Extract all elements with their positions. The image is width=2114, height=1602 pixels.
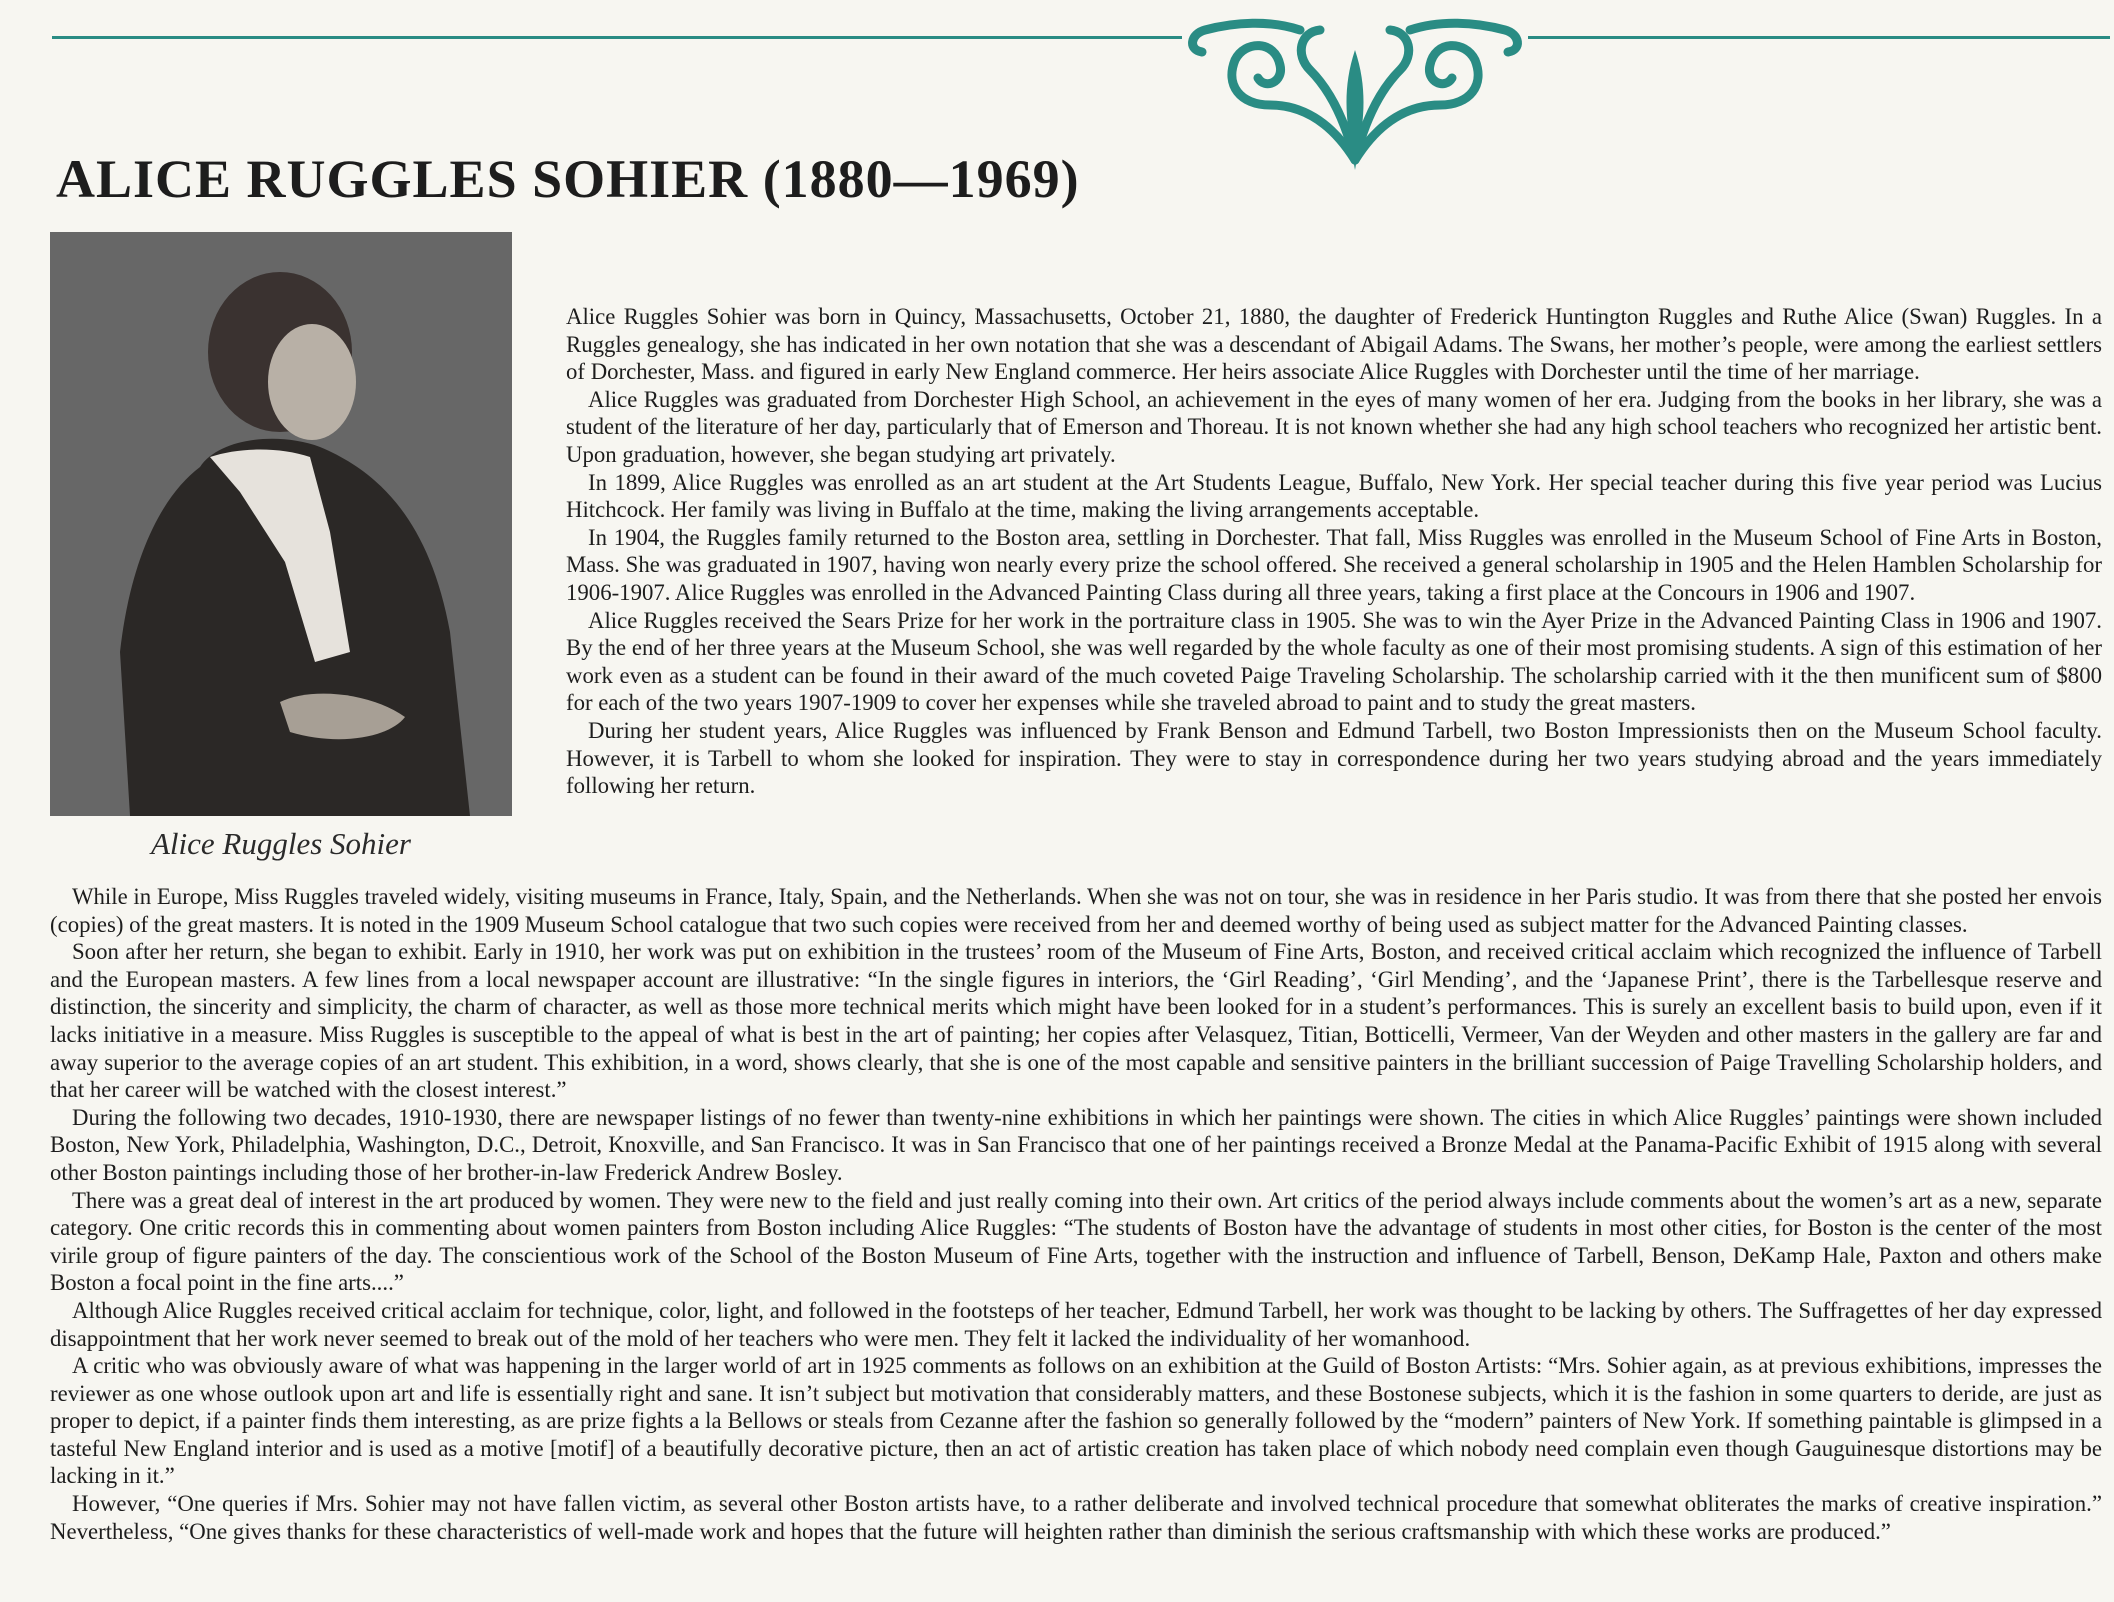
article-text-beside-portrait xyxy=(566,303,2102,800)
paragraph: During her student years, Alice Ruggles was influenced by Frank Benson and Edmund Tarbell, two Boston Impressionists then on the Museum School faculty. However, it is Tarbell to whom she looked for inspiration. They were to stay in correspondence during her two years studying abroad and the years immediately following her return. xyxy=(566,717,2102,799)
paragraph: While in Europe, Miss Ruggles traveled widely, visiting museums in France, Italy, Spain, and the Netherlands. When she was not on tour, she was in residence in her Paris studio. It was from there that she posted her envois (copies) of the great masters. It is noted in the 1909 Museum School catalogue that two such copies were received from her and deemed worthy of being used as subject matter for the Advanced Painting classes. xyxy=(50,884,2102,937)
article-text-full-width xyxy=(50,883,2102,1545)
paragraph: A critic who was obviously aware of what was happening in the larger world of art in 1925 comments as follows on an exhibition at the Guild of Boston Artists: “Mrs. Sohier again, as at previous exhibitions, impresses the reviewer as one whose outlook upon art and life is essentially right and sane. It isn’t subject but motivation that considerably matters, and these Bostonese subjects, which it is the fashion in some quarters to deride, are just as proper to depict, if a painter finds them interesting, as are prize fights a la Bellows or steals from Cezanne after the fashion so generally followed by the “modern” painters of New York. If something paintable is glimpsed in a tasteful New England interior and is used as a motive [motif] of a beautifully decorative picture, then an act of artistic creation has taken place of which nobody need complain even though Gauguinesque distortions may be lacking in it.” xyxy=(50,1353,2102,1489)
paragraph: In 1904, the Ruggles family returned to the Boston area, settling in Dorchester. That fall, Miss Ruggles was enrolled in the Museum School of Fine Arts in Boston, Mass. She was graduated in 1907, having won nearly every prize the school offered. She received a general scholarship in 1905 and the Helen Hamblen Scholarship for 1906-1907. Alice Ruggles was enrolled in the Advanced Painting Class during all three years, taking a first place at the Concours in 1906 and 1907. xyxy=(566,524,2102,605)
header-rule-left xyxy=(52,36,1182,39)
page-title xyxy=(56,148,1080,210)
paragraph: Alice Ruggles received the Sears Prize for her work in the portraiture class in 1905. She was to win the Ayer Prize in the Advanced Painting Class in 1906 and 1907. By the end of her three years at the Museum School, she was well regarded by the whole faculty as one of their most promising students. A sign of this estimation of her work even as a student can be found in their award of the much coveted Paige Traveling Scholarship. The scholarship carried with it the then munificent sum of $800 for each of the two years 1907-1909 to cover her expenses while she traveled abroad to paint and to study the great masters. xyxy=(566,607,2102,716)
paragraph: Although Alice Ruggles received critical acclaim for technique, color, light, and followed in the footsteps of her teacher, Edmund Tarbell, her work was thought to be lacking by others. The Suffragettes of her day expressed disappointment that her work never seemed to break out of the mold of her teachers who were men. They felt it lacked the individuality of her womanhood. xyxy=(50,1297,2102,1351)
header-rule-right xyxy=(1528,36,2110,39)
paragraph: Alice Ruggles Sohier was born in Quincy, Massachusetts, October 21, 1880, the daughter of Frederick Huntington Ruggles and Ruthe Alice (Swan) Ruggles. In a Ruggles genealogy, she has indicated in her own notation that she was a descendant of Abigail Adams. The Swans, her mother’s people, were among the earliest settlers of Dorchester, Mass. and figured in early New England commerce. Her heirs associate Alice Ruggles with Dorchester until the time of her marriage. xyxy=(566,304,2102,385)
title-dates: (1880—1969) xyxy=(762,149,1080,209)
paragraph: During the following two decades, 1910-1930, there are newspaper listings of no fewer than twenty-nine exhibitions in which her paintings were shown. The cities in which Alice Ruggles’ paintings were shown included Boston, New York, Philadelphia, Washington, D.C., Detroit, Knoxville, and San Francisco. It was in San Francisco that one of her paintings received a Bronze Medal at the Panama-Pacific Exhibit of 1915 along with several other Boston paintings including those of her brother-in-law Frederick Andrew Bosley. xyxy=(50,1104,2102,1185)
paragraph: Alice Ruggles was graduated from Dorchester High School, an achievement in the eyes of many women of her era. Judging from the books in her library, she was a student of the literature of her day, particularly that of Emerson and Thoreau. It is not known whether she had any high school teachers who recognized her artistic bent. Upon graduation, however, she began studying art privately. xyxy=(566,386,2102,467)
portrait-figure xyxy=(50,232,512,816)
paragraph: Soon after her return, she began to exhibit. Early in 1910, her work was put on exhibition in the trustees’ room of the Museum of Fine Arts, Boston, and received critical acclaim which recognized the influence of Tarbell and the European masters. A few lines from a local newspaper account are illustrative: “In the single figures in interiors, the ‘Girl Reading’, ‘Girl Mending’, and the ‘Japanese Print’, there is the Tarbellesque reserve and distinction, the sincerity and simplicity, the charm of character, as well as those more technical merits which might have been looked for in a student’s performances. This is surely an excellent basis to build upon, even if it lacks initiative in a measure. Miss Ruggles is susceptible to the appeal of what is best in the art of painting; her copies after Velasquez, Titian, Botticelli, Vermeer, Van der Weyden and other masters in the gallery are far and away superior to the average copies of an art student. This exhibition, in a word, shows clearly, that she is one of the most capable and sensitive painters in the brilliant succession of Paige Travelling Scholarship holders, and that her career will be watched with the closest interest.” xyxy=(50,939,2102,1103)
portrait-photo xyxy=(50,232,512,816)
title-name: ALICE RUGGLES SOHIER xyxy=(56,149,749,209)
portrait-caption: Alice Ruggles Sohier xyxy=(151,826,411,861)
scroll-flourish-icon xyxy=(1180,10,1530,180)
paragraph: In 1899, Alice Ruggles was enrolled as an art student at the Art Students League, Buffalo, New York. Her special teacher during this five year period was Lucius Hitchcock. Her family was living in Buffalo at the time, making the living arrangements acceptable. xyxy=(566,469,2102,523)
paragraph: However, “One queries if Mrs. Sohier may not have fallen victim, as several other Boston artists have, to a rather deliberate and involved technical procedure that somewhat obliterates the marks of creative inspiration.” Nevertheless, “One gives thanks for these characteristics of well-made work and hopes that the future will heighten rather than diminish the serious craftsmanship with which these works are produced.” xyxy=(50,1491,2102,1544)
paragraph: There was a great deal of interest in the art produced by women. They were new to the field and just really coming into their own. Art critics of the period always include comments about the women’s art as a new, separate category. One critic records this in commenting about women painters from Boston including Alice Ruggles: “The students of Boston have the advantage of students in most other cities, for Boston is the center of the most virile group of figure painters of the day. The conscientious work of the School of the Boston Museum of Fine Arts, together with the instruction and influence of Tarbell, Benson, DeKamp Hale, Paxton and others make Boston a focal point in the fine arts....” xyxy=(50,1187,2102,1296)
